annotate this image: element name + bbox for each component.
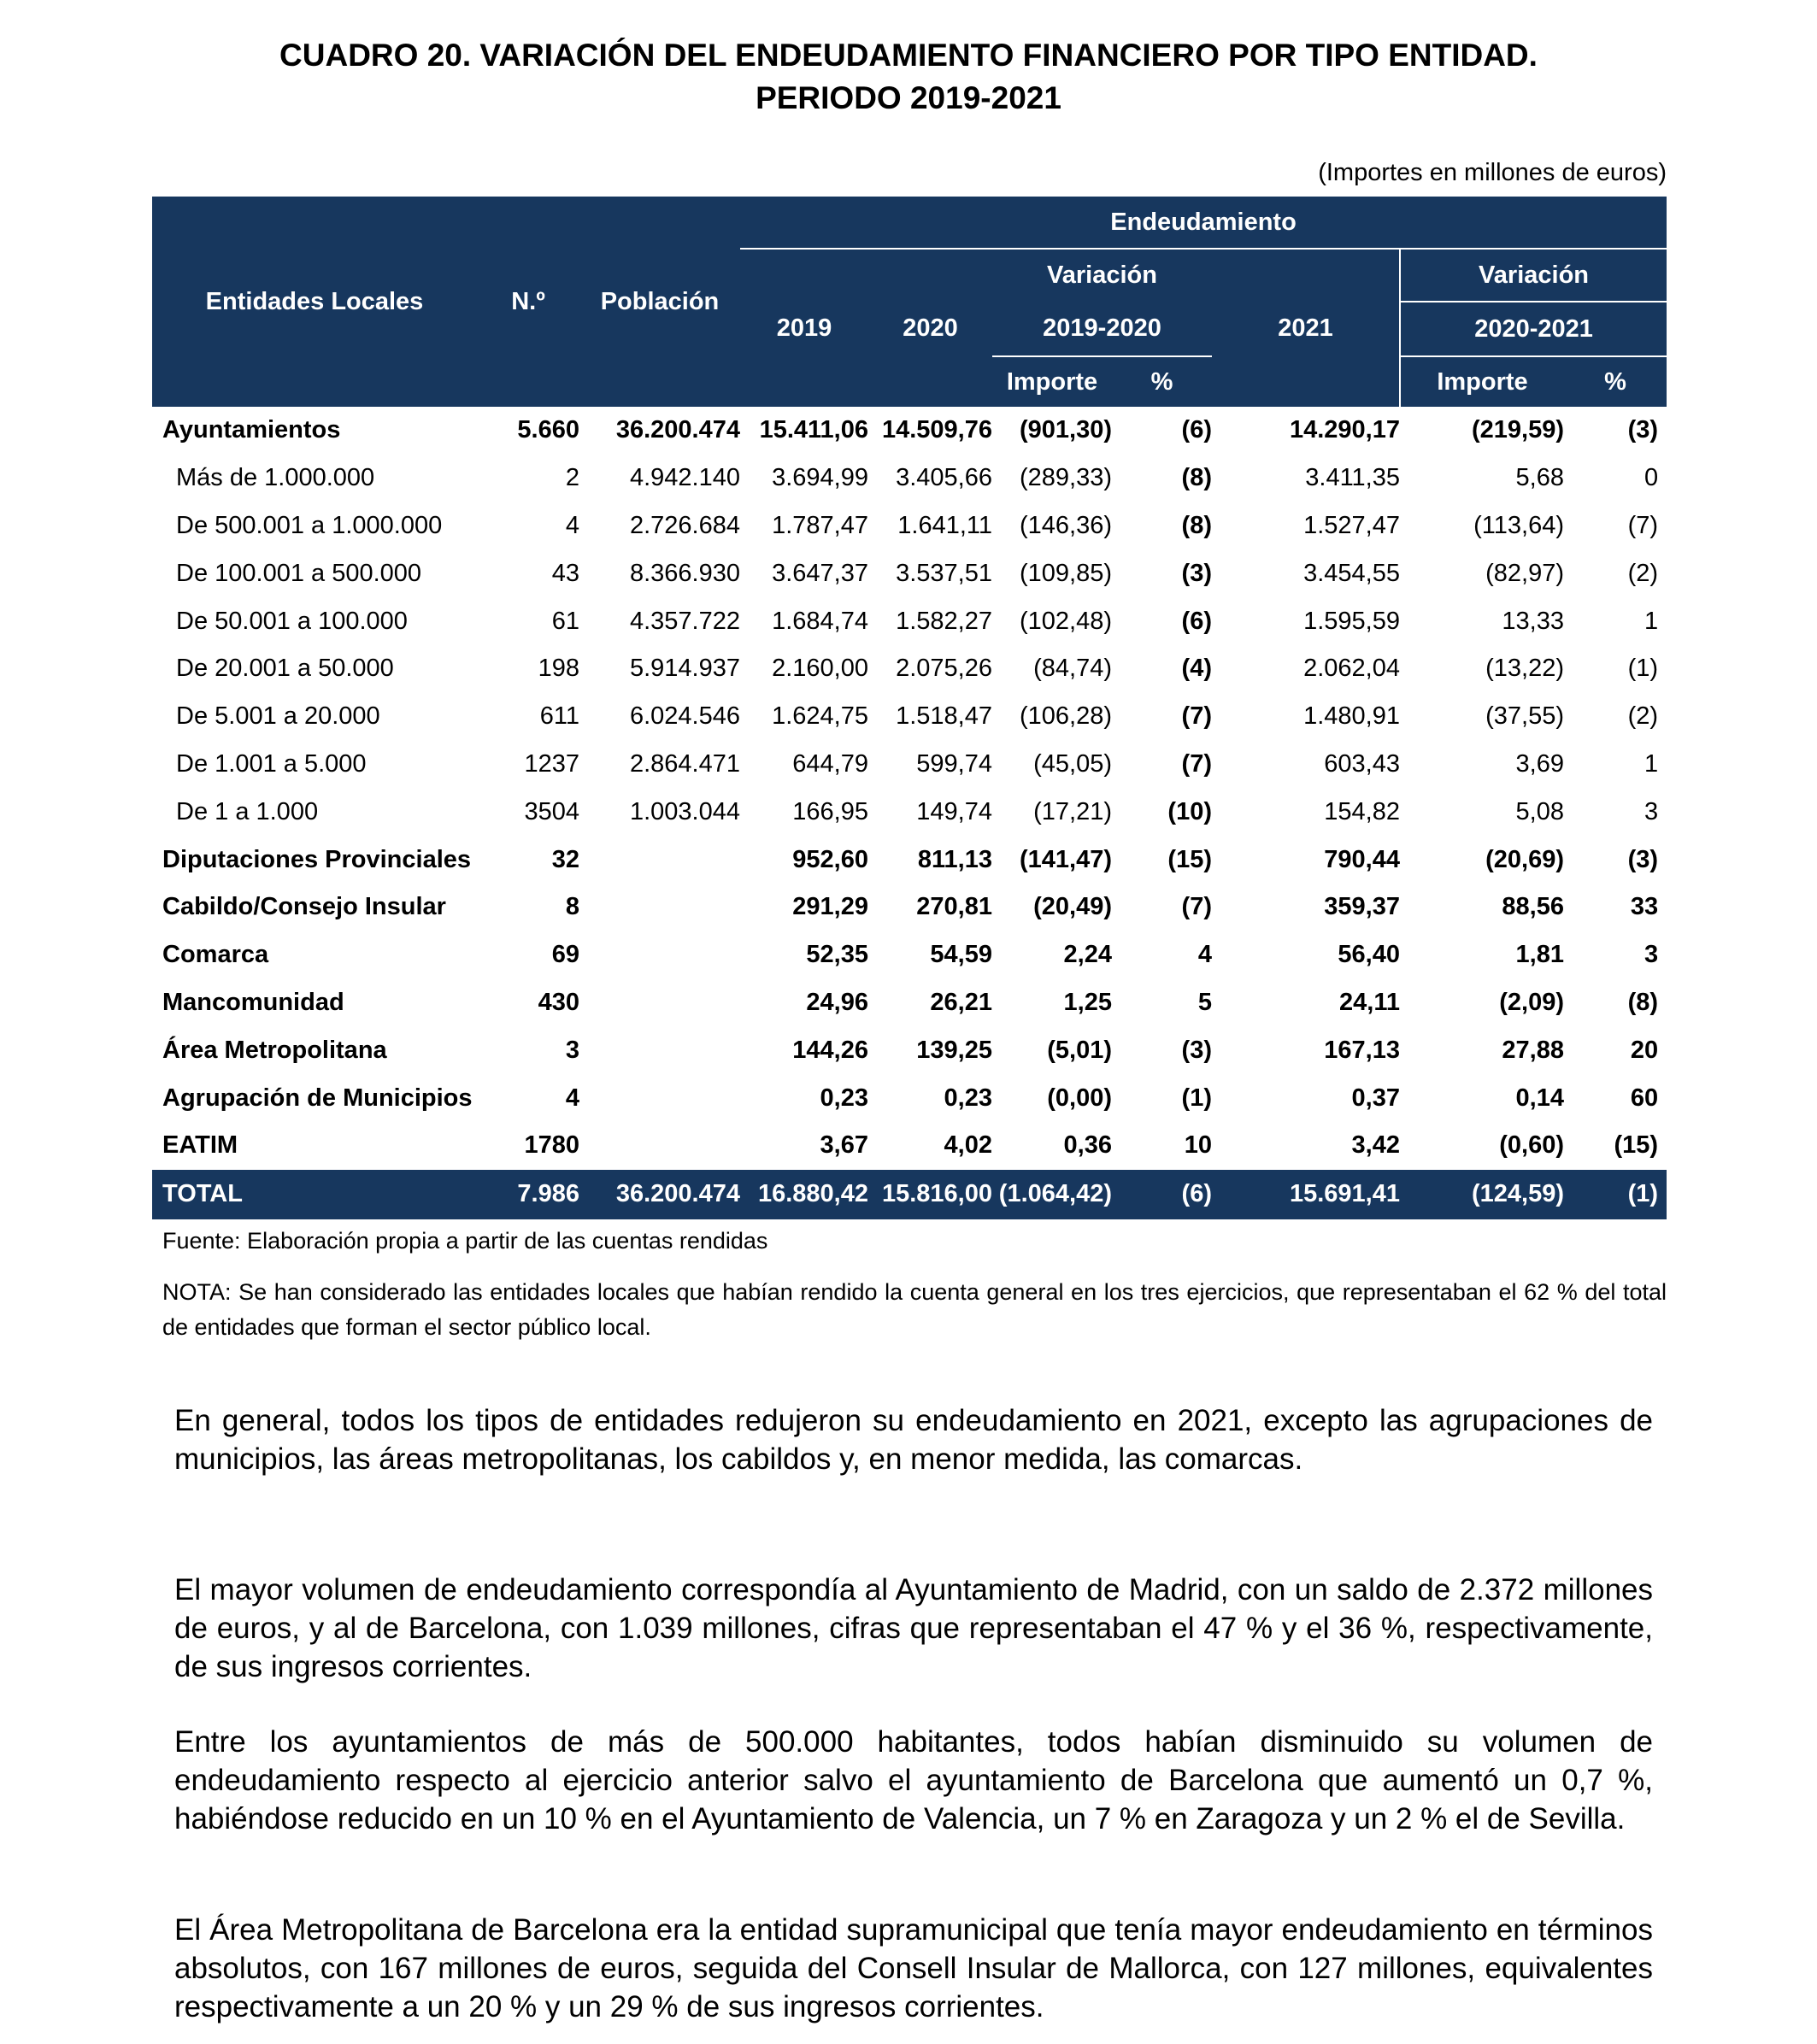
cell-poblacion — [579, 1074, 740, 1122]
cell-n: 4 — [565, 511, 579, 539]
cell-pct-1: (15) — [1167, 845, 1212, 873]
cell-2020: 14.509,76 — [881, 416, 992, 444]
cell-importe-1: 1,25 — [1063, 988, 1112, 1016]
cell-pct-2: (2) — [1627, 702, 1659, 731]
cell-importe-1: (5,01) — [1047, 1036, 1112, 1064]
cell-pct-2: (15) — [1614, 1131, 1659, 1160]
cell-2020: 54,59 — [930, 941, 992, 969]
cell-entity: Más de 1.000.000 — [176, 464, 375, 492]
cell-2021: 0,37 — [1351, 1084, 1400, 1112]
cell-pct-2: (1) — [1627, 655, 1659, 683]
cell-importe-1: (1.064,42) — [992, 1170, 1112, 1219]
cell-entity: Área Metropolitana — [162, 1036, 387, 1064]
cell-2020: 2.075,26 — [896, 655, 992, 683]
cell-n: 5.660 — [517, 416, 579, 444]
cell-importe-1: (102,48) — [1019, 607, 1112, 635]
total-row — [152, 1170, 1667, 1219]
cell-importe-2: (2,09) — [1499, 988, 1564, 1016]
cell-entity: De 1 a 1.000 — [176, 797, 319, 825]
table-row — [152, 884, 1667, 931]
cell-2021: 3.454,55 — [1303, 559, 1400, 587]
cell-2021: 359,37 — [1324, 893, 1400, 921]
header-variacion-1: Variación — [992, 249, 1212, 302]
cell-entity: De 5.001 a 20.000 — [176, 702, 380, 731]
cell-2020: 4,02 — [944, 1131, 992, 1160]
cell-poblacion — [579, 1026, 740, 1074]
cell-2019: 3,67 — [820, 1131, 868, 1160]
cell-importe-2: 0,14 — [1515, 1084, 1564, 1112]
cell-2020: 15.816,00 — [868, 1170, 992, 1219]
cell-poblacion: 6.024.546 — [629, 702, 740, 731]
cell-2021: 1.595,59 — [1303, 607, 1400, 635]
cell-entity: Diputaciones Provinciales — [162, 845, 472, 873]
table-row — [152, 693, 1667, 741]
cell-importe-2: (0,60) — [1499, 1131, 1564, 1160]
cell-2020: 1.518,47 — [896, 702, 992, 731]
cell-poblacion: 2.726.684 — [629, 511, 740, 539]
body-paragraph: El Área Metropolitana de Barcelona era la entidad supramunicipal que tenía mayor endeudamiento en términos absolutos, con 167 millones de euros, seguida del Consell Insular de Mallorca, con 127 millones, equivalentes respectivamente a un 20 % y un 29 % de sus ingresos corrientes. — [174, 1913, 1653, 2023]
cell-poblacion: 36.200.474 — [615, 416, 740, 444]
cell-importe-2: 1,81 — [1515, 941, 1564, 969]
table-row — [152, 788, 1667, 836]
cell-2020: 270,81 — [916, 893, 992, 921]
header-numero: N.º — [477, 197, 579, 407]
cell-importe-1: (109,85) — [1019, 559, 1112, 587]
cell-2019: 52,35 — [806, 941, 868, 969]
cell-importe-2: 13,33 — [1502, 607, 1564, 635]
cell-2019: 3.694,99 — [772, 464, 868, 492]
cell-entity: De 1.001 a 5.000 — [176, 749, 367, 778]
cell-importe-1: (141,47) — [1019, 845, 1112, 873]
table-row — [152, 931, 1667, 979]
cell-2021: 167,13 — [1324, 1036, 1400, 1064]
table-row — [152, 645, 1667, 693]
cell-entity: Cabildo/Consejo Insular — [162, 893, 446, 921]
cell-importe-2: (82,97) — [1485, 559, 1564, 587]
cell-2019: 644,79 — [792, 749, 868, 778]
cell-entity: TOTAL — [152, 1170, 477, 1219]
cell-2021: 3.411,35 — [1305, 464, 1400, 492]
cell-pct-1: (8) — [1181, 511, 1212, 539]
cell-pct-2: 20 — [1630, 1036, 1659, 1064]
body-paragraph: En general, todos los tipos de entidades redujeron su endeudamiento en 2021, excepto las agrupaciones de municipios, las áreas metropolitanas, los cabildos y, en menor medida, las comarcas. — [174, 1404, 1653, 1476]
cell-2019: 1.787,47 — [772, 511, 868, 539]
cell-2019: 166,95 — [792, 797, 868, 825]
cell-2021: 14.290,17 — [1289, 416, 1400, 444]
cell-poblacion: 4.357.722 — [629, 607, 740, 635]
cell-2020: 3.537,51 — [896, 559, 992, 587]
cell-pct-2: 3 — [1644, 941, 1659, 969]
cell-importe-1: (146,36) — [1019, 511, 1112, 539]
cell-importe-1: (45,05) — [1033, 749, 1112, 778]
cell-poblacion: 2.864.471 — [629, 749, 740, 778]
table-row — [152, 407, 1667, 455]
cell-pct-1: (6) — [1181, 607, 1212, 635]
table-row — [152, 1122, 1667, 1170]
cell-pct-1: (4) — [1181, 655, 1212, 683]
cell-pct-2: (3) — [1627, 845, 1659, 873]
header-importe-2: Importe — [1400, 356, 1564, 407]
cell-pct-1: (6) — [1112, 1170, 1212, 1219]
cell-2020: 3.405,66 — [896, 464, 992, 492]
title-line-2: PERIODO 2019-2021 — [756, 80, 1061, 115]
cell-importe-2: (124,59) — [1400, 1170, 1564, 1219]
table-row — [152, 1074, 1667, 1122]
cell-2020: 149,74 — [916, 797, 992, 825]
cell-importe-2: 88,56 — [1502, 893, 1564, 921]
header-importe-1: Importe — [992, 356, 1112, 407]
cell-2021: 24,11 — [1339, 988, 1400, 1016]
cell-2021: 2.062,04 — [1303, 655, 1400, 683]
cell-pct-2: (1) — [1564, 1170, 1667, 1219]
cell-n: 3 — [565, 1036, 579, 1064]
cell-n: 198 — [538, 655, 579, 683]
cell-importe-2: (20,69) — [1485, 845, 1564, 873]
body-paragraph: Entre los ayuntamientos de más de 500.000 habitantes, todos habían disminuido su volumen de endeudamiento respecto al ejercicio anterior salvo el ayuntamiento de Barcelona que aumentó un 0,7 %, habiéndose reducido en un 10 % en el Ayuntamiento de Valencia, un 7 % en Zaragoza y un 2 % el de Sevilla. — [174, 1725, 1653, 1835]
cell-pct-2: 60 — [1630, 1084, 1659, 1112]
cell-pct-2: 0 — [1644, 464, 1659, 492]
cell-2020: 0,23 — [944, 1084, 992, 1112]
cell-pct-1: (3) — [1181, 559, 1212, 587]
cell-pct-1: 5 — [1197, 988, 1212, 1016]
cell-n: 3504 — [524, 797, 579, 825]
cell-poblacion — [579, 836, 740, 884]
cell-pct-1: (8) — [1181, 464, 1212, 492]
cell-n: 8 — [565, 893, 579, 921]
cell-pct-1: (7) — [1181, 749, 1212, 778]
cell-n: 61 — [551, 607, 579, 635]
cell-2019: 0,23 — [820, 1084, 868, 1112]
cell-n: 43 — [551, 559, 579, 587]
cell-pct-2: (8) — [1627, 988, 1659, 1016]
cell-pct-1: 10 — [1184, 1131, 1212, 1160]
cell-importe-2: (219,59) — [1471, 416, 1564, 444]
cell-pct-1: (10) — [1167, 797, 1212, 825]
cell-2019: 15.411,06 — [759, 416, 868, 444]
cell-2021: 154,82 — [1324, 797, 1400, 825]
table-row — [152, 455, 1667, 502]
cell-importe-1: (20,49) — [1033, 893, 1112, 921]
cell-pct-2: (3) — [1627, 416, 1659, 444]
cell-n: 69 — [551, 941, 579, 969]
source-note: Fuente: Elaboración propia a partir de las cuentas rendidas — [162, 1228, 768, 1254]
cell-importe-1: (106,28) — [1019, 702, 1112, 731]
units-note: (Importes en millones de euros) — [1318, 159, 1667, 186]
header-pct-1: % — [1112, 356, 1212, 407]
cell-importe-2: 3,69 — [1515, 749, 1564, 778]
cell-entity: Comarca — [162, 941, 269, 969]
cell-2020: 599,74 — [916, 749, 992, 778]
cell-pct-2: 1 — [1644, 749, 1659, 778]
cell-importe-1: 2,24 — [1063, 941, 1112, 969]
cell-entity: Agrupación de Municipios — [162, 1084, 473, 1112]
header-periodo-1: 2019-2020 — [992, 302, 1212, 356]
cell-entity: De 50.001 a 100.000 — [176, 607, 408, 635]
cell-importe-1: (84,74) — [1033, 655, 1112, 683]
cell-importe-1: (289,33) — [1019, 464, 1112, 492]
cell-2019: 24,96 — [806, 988, 868, 1016]
table-row — [152, 549, 1667, 597]
cell-2019: 291,29 — [792, 893, 868, 921]
cell-n: 1237 — [524, 749, 579, 778]
cell-n: 7.986 — [477, 1170, 579, 1219]
cell-importe-2: 5,68 — [1515, 464, 1564, 492]
body-paragraph: El mayor volumen de endeudamiento correspondía al Ayuntamiento de Madrid, con un saldo de 2.372 millones de euros, y al de Barcelona, con 1.039 millones, cifras que representaban el 47 % y el 36 %, respectivamente, de sus ingresos corrientes. — [174, 1573, 1653, 1683]
cell-entity: EATIM — [162, 1131, 238, 1160]
cell-importe-1: (0,00) — [1047, 1084, 1112, 1112]
cell-entity: Ayuntamientos — [162, 416, 341, 444]
cell-2021: 3,42 — [1351, 1131, 1400, 1160]
cell-n: 2 — [565, 464, 579, 492]
cell-poblacion: 8.366.930 — [629, 559, 740, 587]
cell-2021: 603,43 — [1324, 749, 1400, 778]
cell-poblacion — [579, 884, 740, 931]
cell-2021: 1.480,91 — [1303, 702, 1400, 731]
cell-poblacion: 4.942.140 — [629, 464, 740, 492]
cell-poblacion: 36.200.474 — [579, 1170, 740, 1219]
cell-n: 611 — [539, 702, 579, 731]
cell-entity: De 500.001 a 1.000.000 — [176, 511, 443, 539]
cell-poblacion — [579, 931, 740, 979]
header-periodo-2: 2020-2021 — [1400, 302, 1667, 356]
header-2019: 2019 — [740, 249, 868, 407]
cell-2021: 790,44 — [1324, 845, 1400, 873]
table-row — [152, 502, 1667, 550]
cell-n: 430 — [538, 988, 579, 1016]
cell-poblacion: 1.003.044 — [629, 797, 740, 825]
cell-pct-1: (6) — [1181, 416, 1212, 444]
cell-2021: 1.527,47 — [1303, 511, 1400, 539]
cell-pct-1: (3) — [1181, 1036, 1212, 1064]
cell-2020: 139,25 — [916, 1036, 992, 1064]
cell-importe-2: (13,22) — [1485, 655, 1564, 683]
cell-pct-1: (7) — [1181, 702, 1212, 731]
cell-2019: 2.160,00 — [772, 655, 868, 683]
cell-2021: 56,40 — [1338, 941, 1400, 969]
table-row — [152, 1026, 1667, 1074]
cell-2019: 952,60 — [792, 845, 868, 873]
title-line-1: CUADRO 20. VARIACIÓN DEL ENDEUDAMIENTO FINANCIERO POR TIPO ENTIDAD. — [279, 38, 1538, 73]
cell-importe-1: 0,36 — [1063, 1131, 1112, 1160]
cell-2019: 144,26 — [792, 1036, 868, 1064]
cell-importe-1: (901,30) — [1019, 416, 1112, 444]
table-row — [152, 597, 1667, 645]
cell-pct-2: 33 — [1630, 893, 1659, 921]
cell-importe-2: (113,64) — [1473, 511, 1564, 539]
header-endeudamiento: Endeudamiento — [740, 197, 1667, 249]
cell-2020: 1.641,11 — [897, 511, 992, 539]
header-entidades: Entidades Locales — [152, 197, 477, 407]
cell-pct-2: 3 — [1644, 797, 1659, 825]
cell-pct-2: (7) — [1627, 511, 1659, 539]
cell-n: 32 — [551, 845, 579, 873]
cell-n: 1780 — [524, 1131, 579, 1160]
cell-poblacion — [579, 1122, 740, 1170]
cell-importe-2: 5,08 — [1515, 797, 1564, 825]
cell-pct-1: (1) — [1181, 1084, 1212, 1112]
cell-2019: 1.684,74 — [772, 607, 868, 635]
cell-entity: Mancomunidad — [162, 988, 344, 1016]
table-row — [152, 979, 1667, 1027]
cell-poblacion: 5.914.937 — [629, 655, 740, 683]
cell-2020: 26,21 — [930, 988, 992, 1016]
header-poblacion: Población — [579, 197, 740, 407]
debt-table — [152, 197, 1667, 1219]
cell-entity: De 20.001 a 50.000 — [176, 655, 394, 683]
table-header — [152, 197, 1667, 407]
nota-note: NOTA: Se han considerado las entidades locales que habían rendido la cuenta general en los tres ejercicios, que representaban el 62 % del total de entidades que forman el sector público local. — [162, 1279, 1667, 1340]
table-title — [0, 34, 1817, 120]
cell-pct-1: 4 — [1197, 941, 1212, 969]
cell-pct-1: (7) — [1181, 893, 1212, 921]
cell-2019: 1.624,75 — [772, 702, 868, 731]
table-row — [152, 741, 1667, 789]
cell-2019: 3.647,37 — [772, 559, 868, 587]
cell-importe-2: (37,55) — [1485, 702, 1564, 731]
header-variacion-2: Variación — [1400, 249, 1667, 302]
cell-entity: De 100.001 a 500.000 — [176, 559, 422, 587]
cell-importe-1: (17,21) — [1033, 797, 1112, 825]
cell-n: 4 — [565, 1084, 579, 1112]
cell-importe-2: 27,88 — [1502, 1036, 1564, 1064]
cell-2020: 1.582,27 — [896, 607, 992, 635]
cell-pct-2: (2) — [1627, 559, 1659, 587]
table-body — [152, 407, 1667, 1219]
header-2020: 2020 — [868, 249, 992, 407]
cell-2019: 16.880,42 — [740, 1170, 868, 1219]
cell-pct-2: 1 — [1644, 607, 1659, 635]
cell-2020: 811,13 — [917, 845, 992, 873]
header-pct-2: % — [1564, 356, 1667, 407]
cell-poblacion — [579, 979, 740, 1027]
cell-2021: 15.691,41 — [1212, 1170, 1400, 1219]
header-2021: 2021 — [1212, 249, 1400, 407]
table-row — [152, 836, 1667, 884]
